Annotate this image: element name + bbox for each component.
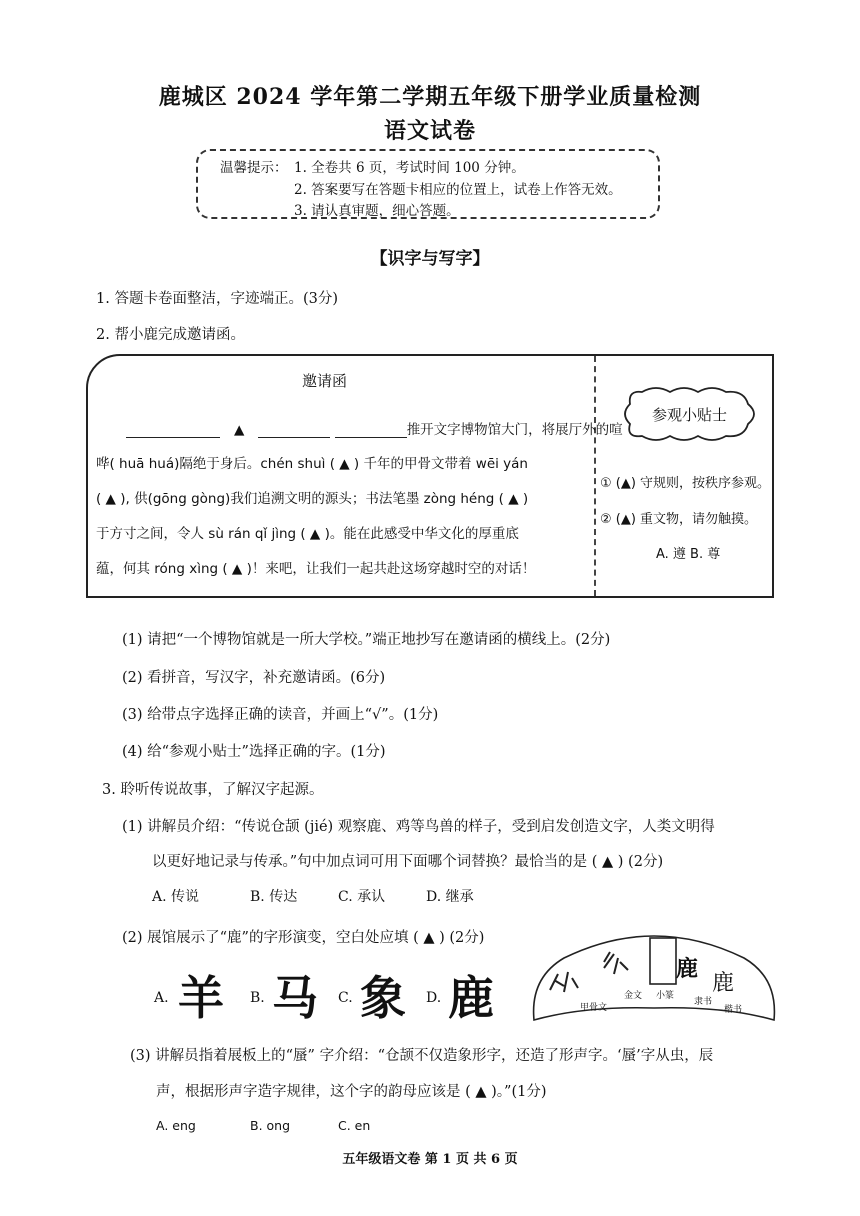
question-1: 1. 答题卡卷面整洁，字迹端正。(3分)	[96, 291, 338, 307]
invitation-line-1	[126, 418, 623, 438]
exam-subtitle: 语文试卷	[383, 118, 476, 144]
q3-p1-line-2: 以更好地记录与传承。”句中加点词可用下面哪个词替换？最恰当的是 ( ▲ ) (2分)	[152, 854, 664, 870]
tips-box	[196, 149, 660, 219]
fan-label-seal: 小篆	[656, 991, 675, 1001]
fan-glyph-regular: 鹿	[712, 971, 735, 996]
tip-item-3: 3. 请认真审题，细心答题。	[294, 203, 460, 219]
tips-line-1: ① (▲) 守规则，按秩序参观。	[600, 476, 771, 491]
tips-options: A. 遵 B. 尊	[656, 547, 721, 562]
q3-p1-option-d: D. 继承	[426, 889, 474, 905]
q3-p1-line-1: (1) 讲解员介绍：“传说仓颉 (jié) 观察鹿、鸡等鸟兽的样子，受到启发创造文字，人类文明得	[122, 819, 715, 835]
card-divider	[594, 356, 596, 596]
question-3-stem: 3. 聆听传说故事，了解汉字起源。	[102, 782, 324, 798]
q3-p1-option-a: A. 传说	[152, 889, 200, 905]
q3-p3-line-1: (3) 讲解员指着展板上的“蜃” 字介绍：“仓颉不仅造象形字，还造了形声字。‘蜃’字从虫，辰	[130, 1048, 714, 1064]
seal-glyph-c: 象	[360, 971, 406, 1025]
q3-p3-option-a: A. eng	[156, 1118, 196, 1133]
q2-sub-3: (3) 给带点字选择正确的读音，并画上“√”。(1分)	[122, 707, 439, 723]
invitation-title: 邀请函	[302, 372, 348, 390]
seal-glyph-b: 马	[272, 971, 318, 1025]
page-footer: 五年级语文卷 第 1 页 共 6 页	[342, 1152, 518, 1167]
invitation-line-5: 蕴，何其 róng xìng ( ▲ )！来吧，让我们一起共赴这场穿越时空的对话！	[96, 561, 536, 577]
invitation-text-1: 推开文字博物馆大门，将展厅外的喧	[406, 422, 623, 438]
tip-item-2: 2. 答案要写在答题卡相应的位置上，试卷上作答无效。	[294, 182, 622, 198]
q3-p2-label-a: A.	[154, 990, 169, 1006]
fan-glyph-clerical: 鹿	[676, 956, 699, 982]
invitation-line-4: 于方寸之间，令人 sù rán qǐ jìng ( ▲ )。能在此感受中华文化的厚重底	[96, 526, 519, 542]
section-title: 【识字与写字】	[370, 249, 490, 269]
blank-marker: ▲	[234, 422, 245, 438]
copy-blank-2[interactable]	[258, 423, 330, 438]
fan-label-regular: 楷书	[724, 1005, 743, 1015]
glyph-evolution-fan	[524, 928, 782, 1036]
q2-sub-1: (1) 请把“一个博物馆就是一所大学校。”端正地抄写在邀请函的横线上。(2分)	[122, 632, 611, 648]
fan-label-clerical: 隶书	[694, 997, 713, 1007]
bronze-deer-icon	[604, 952, 628, 974]
q2-sub-4: (4) 给“参观小贴士”选择正确的字。(1分)	[122, 744, 386, 760]
tips-label: 温馨提示：	[220, 160, 288, 176]
question-2-stem: 2. 帮小鹿完成邀请函。	[96, 327, 245, 343]
q3-p1-option-c: C. 承认	[338, 889, 386, 905]
evolution-blank-box	[650, 938, 676, 984]
exam-title: 鹿城区 2024 学年第二学期五年级下册学业质量检测	[158, 84, 702, 110]
q3-p3-option-c: C. en	[338, 1118, 371, 1133]
tips-cloud-title: 参观小贴士	[652, 406, 728, 424]
q3-p3-option-b: B. ong	[250, 1118, 291, 1133]
q3-p3-line-2: 声，根据形声字造字规律，这个字的韵母应该是 ( ▲ )。”(1分)	[156, 1084, 547, 1100]
q3-p2-label-b: B.	[250, 990, 265, 1006]
invitation-line-2: 哗( huā huá)隔绝于身后。chén shuì ( ▲ ) 千年的甲骨文带着 wēi yán	[96, 456, 528, 472]
fan-label-bronze: 金文	[624, 991, 643, 1001]
q2-sub-2: (2) 看拼音，写汉字，补充邀请函。(6分)	[122, 670, 386, 686]
seal-glyph-d: 鹿	[448, 971, 494, 1025]
tips-line-2: ② (▲) 重文物，请勿触摸。	[600, 512, 758, 527]
copy-blank-1[interactable]	[126, 423, 220, 438]
q3-p2-stem: (2) 展馆展示了“鹿”的字形演变，空白处应填 ( ▲ ) (2分)	[122, 930, 485, 946]
fan-label-oracle: 甲骨文	[580, 1003, 608, 1013]
q3-p2-label-c: C.	[338, 990, 353, 1006]
invitation-line-3: ( ▲ ), 供(gōng gòng)我们追溯文明的源头；书法笔墨 zòng héng ( ▲ )	[96, 491, 529, 507]
q3-p1-option-b: B. 传达	[250, 889, 298, 905]
tip-item-1: 1. 全卷共 6 页，考试时间 100 分钟。	[294, 160, 525, 176]
seal-glyph-a: 羊	[178, 971, 224, 1025]
oracle-deer-icon	[550, 972, 578, 992]
q3-p2-label-d: D.	[426, 990, 442, 1006]
copy-blank-3[interactable]	[335, 423, 407, 438]
